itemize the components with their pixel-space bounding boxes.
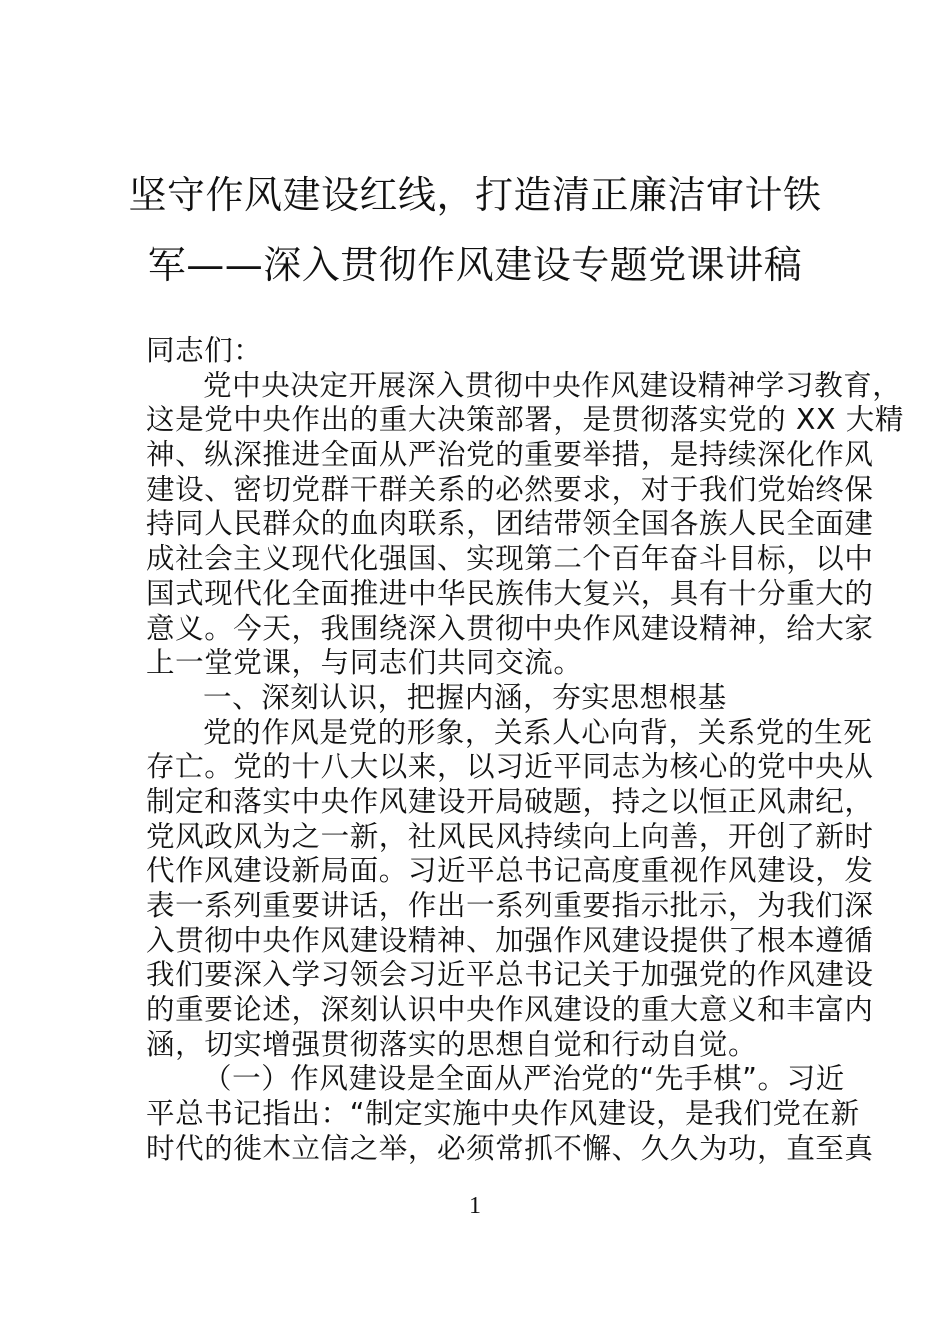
body-text-line: 成社会主义现代化强国、实现第二个百年奋斗目标，以中 xyxy=(146,542,874,576)
body-text-line: 神、纵深推进全面从严治党的重要举措，是持续深化作风 xyxy=(146,438,874,472)
body-text-line: 意义。今天，我围绕深入贯彻中央作风建设精神，给大家 xyxy=(146,611,874,645)
body-text-line: 同志们： xyxy=(146,334,263,367)
body-text-line: 代作风建设新局面。习近平总书记高度重视作风建设，发 xyxy=(146,854,874,888)
body-text-line: 党中央决定开展深入贯彻中央作风建设精神学习教育， xyxy=(203,368,902,402)
body-text-line: （一）作风建设是全面从严治党的“先手棋”。习近 xyxy=(203,1062,845,1096)
body-text-line: 上一堂党课，与同志们共同交流。 xyxy=(146,646,583,680)
document-title-line-1: 坚守作风建设红线，打造清正廉洁审计铁 xyxy=(128,173,822,217)
document-body xyxy=(146,334,904,1167)
body-text-line: 存亡。党的十八大以来，以习近平同志为核心的党中央从 xyxy=(146,750,874,784)
document-title-line-2: 军——深入贯彻作风建设专题党课讲稿 xyxy=(147,243,803,287)
body-text-line: 国式现代化全面推进中华民族伟大复兴，具有十分重大的 xyxy=(146,576,874,610)
body-text-line: 时代的徙木立信之举，必须常抓不懈、久久为功，直至真 xyxy=(146,1131,874,1165)
body-text-line: 平总书记指出：“制定实施中央作风建设，是我们党在新 xyxy=(146,1097,860,1131)
body-text-line: 持同人民群众的血肉联系，团结带领全国各族人民全面建 xyxy=(146,507,874,541)
page-number: 1 xyxy=(469,1193,481,1219)
body-text-line: 这是党中央作出的重大决策部署，是贯彻落实党的 XX 大精 xyxy=(146,403,904,437)
body-text-line: 我们要深入学习领会习近平总书记关于加强党的作风建设 xyxy=(146,958,874,992)
body-text-line: 党的作风是党的形象，关系人心向背，关系党的生死 xyxy=(203,715,873,749)
body-text-line: 表一系列重要讲话，作出一系列重要指示批示，为我们深 xyxy=(146,889,874,922)
body-text-line: 入贯彻中央作风建设精神、加强作风建设提供了根本遵循 xyxy=(146,923,874,957)
body-text-line: 的重要论述，深刻认识中央作风建设的重大意义和丰富内 xyxy=(146,993,874,1027)
body-text-line: 一、深刻认识，把握内涵，夯实思想根基 xyxy=(203,680,727,714)
body-text-line: 涵，切实增强贯彻落实的思想自觉和行动自觉。 xyxy=(146,1027,758,1061)
body-text-line: 建设、密切党群干群关系的必然要求，对于我们党始终保 xyxy=(146,472,874,506)
body-text-line: 制定和落实中央作风建设开局破题，持之以恒正风肃纪， xyxy=(146,784,874,818)
body-text-line: 党风政风为之一新，社风民风持续向上向善，开创了新时 xyxy=(146,819,874,853)
